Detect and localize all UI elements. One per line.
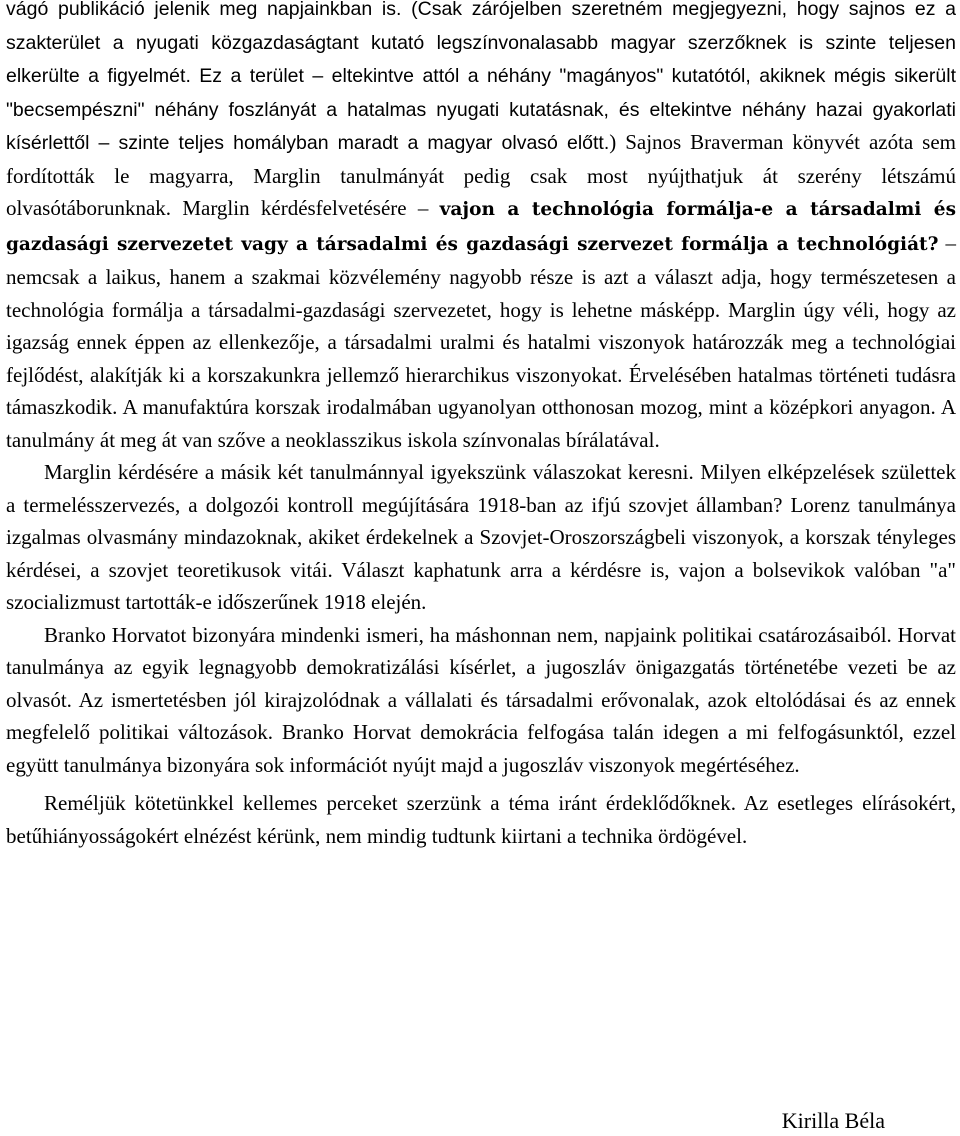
paragraph-1-segment-2: ) Sajnos Braverman könyvét azóta sem fordították le magyarra, Marglin tanulmányát pedig csak most nyújthatjuk át szerény létszámú olvasótáborunknak. Marglin kérdésfelvetésére – xyxy=(6,130,957,220)
paragraph-1-segment-1: vágó publikáció jelenik meg napjainkban is. (Csak zárójelben szeretném megjegyezni, hogy sajnos ez a szakterület a nyugati közgazdaságtant kutató legszínvonalasabb magyar szerzőknek is szinte teljesen elkerülte a figyelmét. Ez a terület – eltekintve attól a néhány "magányos" kutatótól, akiknek mégis sikerült "becsempészni" néhány foszlányát a hatalmas nyugati kutatásnak, és eltekintve néhány hazai gyakorlati kísérlettől – szinte teljes homályban maradt a magyar olvasó előtt. xyxy=(6,0,956,154)
author-signature: Kirilla Béla xyxy=(781,1108,885,1133)
paragraph-3-text: Branko Horvatot bizonyára mindenki ismeri, ha máshonnan nem, napjaink politikai csatározásaiból. Horvat tanulmánya az egyik legnagyobb demokratizálási kísérlet, a jugoszláv önigazgatás történetébe vezeti be az olvasót. Az ismertetésben jól kirajzolódnak a vállalati és társadalmi erővonalak, azok eltolódásai és az ennek megfelelő politikai változások. Branko Horvat demokrácia felfogása talán idegen a mi felfogásunktól, ezzel együtt tanulmánya bizonyára sok információt nyújt majd a jugoszláv viszonyok megértéséhez. xyxy=(6,622,956,777)
paragraph-4-text: Reméljük kötetünkkel kellemes perceket szerzünk a téma iránt érdeklődőknek. Az esetleges elírásokért, betűhiányosságokért elnézést kérünk, nem mindig tudtunk kiirtani a technika ördögével. xyxy=(6,791,956,848)
paragraph-1-bold-question: vajon a technológia formálja-e a társadalmi és gazdasági szervezetet vagy a társadalmi és gazdasági szervezet formálja a technológiát? xyxy=(6,199,956,255)
paragraph-2-text: Marglin kérdésére a másik két tanulmánnyal igyekszünk válaszokat keresni. Milyen elképzelések születtek a termelésszervezés, a dolgozói kontroll megújítására 1918-ban az ifjú szovjet államban? Lorenz tanulmánya izgalmas olvasmány mindazoknak, akiket érdekelnek a Szovjet-Oroszországbeli viszonyok, a korszak tényleges kérdései, a szovjet teoretikusok vitái. Választ kaphatunk arra a kérdésre is, vajon a bolsevikok valóban "a" szocializmust tartották-e időszerűnek 1918 elején. xyxy=(6,460,956,614)
paragraph-1-segment-4: – nemcsak a laikus, hanem a szakmai közvélemény nagyobb része is azt a választ adja, hogy természetesen a technológia formálja a társadalmi-gazdasági szervezetet, hogy is lehetne másképp. Marglin úgy véli, hogy az igazság ennek éppen az ellenkezője, a társadalmi uralmi és hatalmi viszonyok határozzák meg a technológiai fejlődést, alakítják ki a korszakunkra jellemző hierarchikus viszonyokat. Érvelésében hatalmas történeti tudásra támaszkodik. A manufaktúra korszak irodalmában ugyanolyan otthonosan mozog, mint a középkori anyagon. A tanulmány át meg át van szőve a neoklasszikus iskola színvonalas bírálatával. xyxy=(6,230,956,452)
paragraph-1 xyxy=(6,0,956,456)
paragraph-4 xyxy=(6,787,956,852)
paragraph-2 xyxy=(6,456,956,619)
document-body xyxy=(6,0,956,852)
paragraph-3 xyxy=(6,619,956,782)
